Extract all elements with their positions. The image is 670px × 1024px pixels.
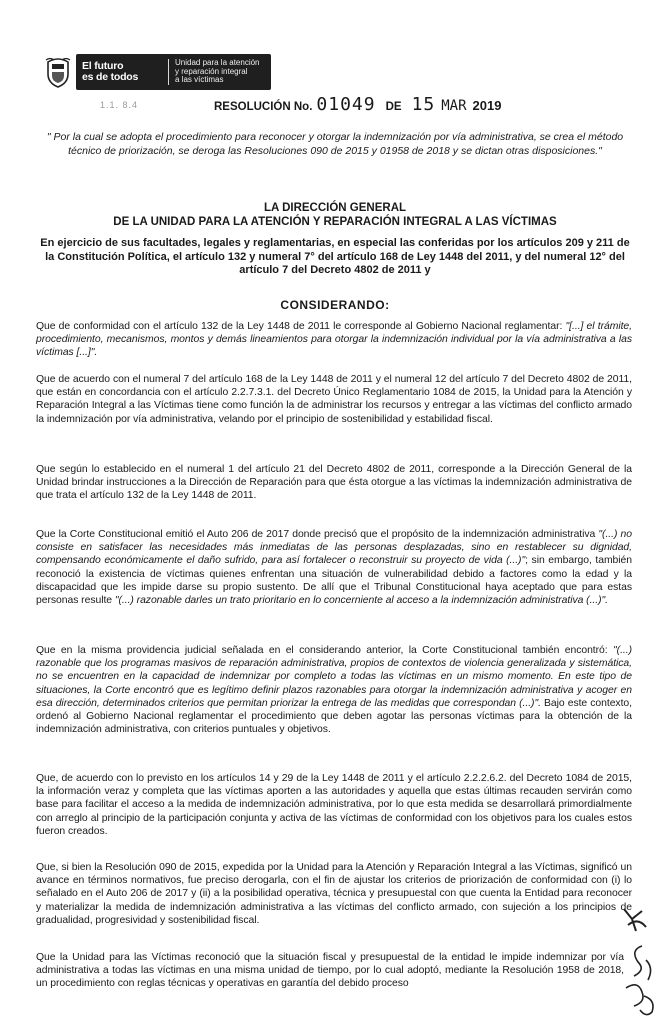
margin-initial-mark [616,905,656,935]
paragraph [36,528,632,607]
paragraph: Que según lo establecido en el numeral 1 del artículo 21 del Decreto 4802 de 2011, corresponde a la Dirección General de la Unidad brindar instrucciones a la Dirección de Reparación para que ésta otorgue a las víctimas la indemnización administrativa de que trata el artículo 132 de la Ley 1448 de 2011. [36,464,632,502]
resolution-number: 01049 [316,94,376,115]
brand-line: El futuro [82,60,124,72]
unit-line: a las víctimas [175,75,224,85]
colombia-seal-icon [44,56,72,88]
brand-banner [76,54,271,90]
paragraph: Que, si bien la Resolución 090 de 2015, expedida por la Unidad para la Atención y Reparación Integral a las Víctimas, significó un avance en términos normativos, fue preciso derogarla, con el fin de ajustar los criterios de priorización de conformidad con (i) lo señalado en el Auto 206 de 2017 y (ii) a la posibilidad operativa, técnica y presupuestal con que cuenta la Entidad para reconocer y materializar la medida de indemnización administrativa a las víctimas del conflicto armado, con sujeción a los principios de gradualidad, progresividad y sostenibilidad fiscal. [36,862,632,926]
resolution-de: DE [385,101,402,113]
resolution-subject: " Por la cual se adopta el procedimiento para reconocer y otorgar la indemnización por vía administrativa, se crea el método técnico de priorización, se deroga las Resoluciones 090 de 2015 y 01958 de 2018 y se dictan otras disposiciones." [46,131,624,157]
legal-basis: En ejercicio de sus facultades, legales y reglamentarias, en especial las conferidas por los artículos 209 y 211 de la Constitución Política, el artículo 132 y numeral 7° del artículo 168 de Ley 1448 del 2011, y del numeral 12° del artículo 7 del Decreto 4802 de 2011 y [40,237,630,276]
paragraph-quote: "(...) razonable que los programas masivos de reparación administrativa, propios de contextos de violencia generalizada y sistemática, no se encuentren en la capacidad de indemnizar por completo a todas las víctimas en un mismo momento. En este tipo de situaciones, la Corte encontró que es legítimo definir plazos razonables para otorgar la indemnización administrativa y acoger en esa dirección, determinados criterios que permitan priorizar la entrega de las medidas que correspondan (...)". [36,645,632,709]
paragraph-text: Que la Corte Constitucional emitió el Auto 206 de 2017 donde precisó que el propósito de la indemnización administrativa [36,529,599,540]
brand-slogan [82,61,162,83]
resolution-month: MAR [441,98,467,114]
brand-divider [168,59,169,85]
paragraph-quote: "(...) no consiste en satisfacer las necesidades más inmediatas de las personas desplazadas, sino en restablecer su dignidad, compensando económicamente el daño sufrido, para así fortalecer o reconstruir su proyecto de vida (...)" [36,529,632,567]
paragraph-text: Bajo este contexto, ordenó al Gobierno Nacional reglamentar el procedimiento que deben agotar las personas víctimas para la obtención de la indemnización administrativa, con criterios puntuales y objetivos. [36,697,632,736]
handwritten-signature [612,940,664,1020]
unit-line: y reparación integral [175,66,248,76]
paragraph-text: Que en la misma providencia judicial señalada en el considerando anterior, la Corte Constitucional también encontró: [36,645,614,656]
authority-line: LA DIRECCIÓN GENERAL [263,202,407,214]
header-logo [44,52,271,92]
resolution-label: RESOLUCIÓN No. [214,101,313,113]
paragraph-text: Que de conformidad con el artículo 132 de la Ley 1448 de 2011 le corresponde al Gobierno Nacional reglamentar: [36,321,566,332]
resolution-year: 2019 [472,98,502,113]
faint-stamp: 1.1. 8.4 [100,100,139,110]
paragraph [36,320,632,360]
resolution-day: 15 [411,94,436,115]
paragraph-quote: "(...) razonable darles un trato prioritario en lo concerniente al acceso a la indemnización administrativa (...)". [114,595,608,607]
considerando-title: CONSIDERANDO: [280,298,390,312]
paragraph: Que, de acuerdo con lo previsto en los artículos 14 y 29 de la Ley 1448 de 2011 y el artículo 2.2.2.6.2. del Decreto 1084 de 2015, la información veraz y completa que las víctimas aporten a las autoridades y aquella que estas últimas recauden servirán como base para facilitar el acceso a la medida de indemnización administrativa, por lo que esta medida se desarrollará primordialmente con arreglo al principio de la participación conjunta y activa de las víctimas de conformidad con los objetivos para los cuales estos fueron creados. [36,773,632,837]
unit-name [175,59,265,85]
paragraph: Que la Unidad para las Víctimas reconoció que la situación fiscal y presupuestal de la entidad le impide indemnizar por vía administrativa a todas las víctimas en una misma unidad de tiempo, por lo cual adoptó, mediante la Resolución 1958 de 2018, un procedimiento con reglas técnicas y operativas en garantía del debido proceso [36,952,624,990]
paragraph-text: ; sin embargo, también reconoció la existencia de víctimas quienes enfrentan una situación de vulnerabilidad debido a factores como la edad y la discapacidad que les impide darse su propio sustento. De allí que el Tribunal Constitucional haya aceptado que para estas personas resulte [36,555,633,607]
brand-line: es de todos [82,71,139,83]
paragraph: Que de acuerdo con el numeral 7 del artículo 168 de la Ley 1448 de 2011 y el numeral 12 del artículo 7 del Decreto 4802 de 2011, que están en concordancia con el artículo 2.2.7.3.1. del Decreto Único Reglamentario 1084 de 2015, la Unidad para la Atención y Reparación Integral a las Víctimas tiene como función la de administrar los recursos y entregar a las víctimas del conflicto armado la indemnización por vía administrativa, velando por el principio de sostenibilidad y estabilidad fiscal. [36,374,632,425]
paragraph [36,644,632,736]
paragraph-quote: "[...] el trámite, procedimiento, mecanismos, montos y demás lineamientos para otorgar la indemnización individual por la vía administrativa a las víctimas [...]". [36,321,632,359]
unit-line: Unidad para la atención [175,58,260,68]
resolution-line [214,94,501,115]
authority-line: DE LA UNIDAD PARA LA ATENCIÓN Y REPARACIÓN INTEGRAL A LAS VÍCTIMAS [113,215,557,228]
issuing-authority [40,202,630,229]
